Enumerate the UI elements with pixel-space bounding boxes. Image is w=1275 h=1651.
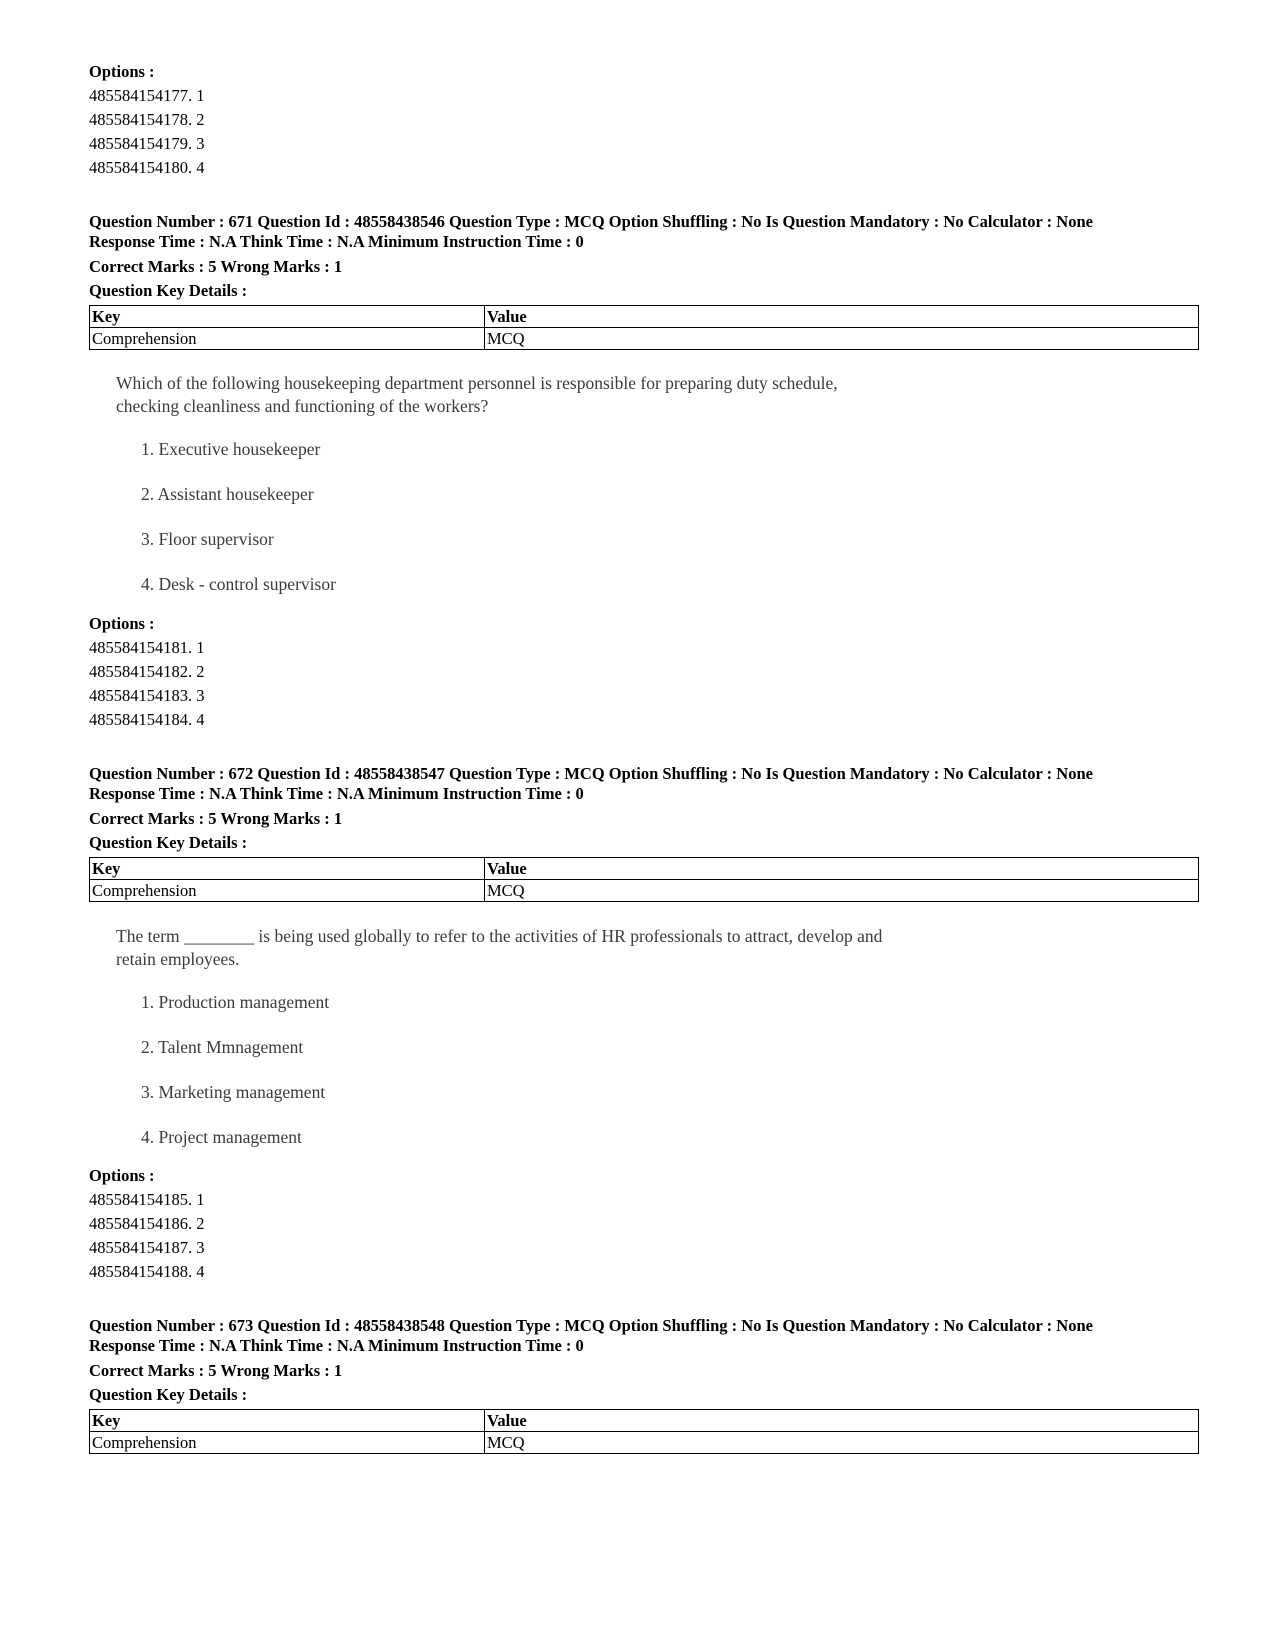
key-details-label: Question Key Details : [89, 833, 248, 852]
question-meta: Question Number : 672 Question Id : 48558438547 Question Type : MCQ Option Shuffling : No Is Question Mandatory : No Calculator : None [89, 764, 1093, 783]
table-header-row [90, 858, 1199, 880]
question-choice: 2. Talent Mmnagement [141, 1037, 304, 1057]
table-cell-value: MCQ [485, 328, 1199, 350]
question-671-options [89, 612, 1199, 732]
question-marks: Correct Marks : 5 Wrong Marks : 1 [89, 257, 343, 276]
table-row [90, 1432, 1199, 1454]
table-cell-key: Comprehension [90, 880, 485, 902]
question-marks: Correct Marks : 5 Wrong Marks : 1 [89, 1361, 343, 1380]
table-header-key: Key [90, 306, 485, 328]
question-meta-timing: Response Time : N.A Think Time : N.A Minimum Instruction Time : 0 [89, 232, 584, 251]
table-cell-value: MCQ [485, 1432, 1199, 1454]
option-item: 485584154180. 4 [89, 158, 205, 177]
table-header-value: Value [485, 306, 1199, 328]
question-671-header [89, 212, 1199, 350]
question-meta: Question Number : 671 Question Id : 48558438546 Question Type : MCQ Option Shuffling : No Is Question Mandatory : No Calculator : None [89, 212, 1093, 231]
table-row [90, 880, 1199, 902]
options-label: Options : [89, 614, 155, 633]
table-cell-key: Comprehension [90, 1432, 485, 1454]
question-meta: Question Number : 673 Question Id : 48558438548 Question Type : MCQ Option Shuffling : No Is Question Mandatory : No Calculator : None [89, 1316, 1093, 1335]
question-text: checking cleanliness and functioning of the workers? [116, 396, 489, 416]
option-item: 485584154181. 1 [89, 638, 205, 657]
question-text: Which of the following housekeeping department personnel is responsible for preparing duty schedule, [116, 373, 838, 393]
option-item: 485584154184. 4 [89, 710, 205, 729]
question-meta-timing: Response Time : N.A Think Time : N.A Minimum Instruction Time : 0 [89, 1336, 584, 1355]
table-header-value: Value [485, 1410, 1199, 1432]
question-text: retain employees. [116, 949, 240, 969]
table-row [90, 328, 1199, 350]
question-choice: 3. Floor supervisor [141, 529, 274, 549]
question-choice: 1. Production management [141, 992, 330, 1012]
table-cell-value: MCQ [485, 880, 1199, 902]
question-choice: 3. Marketing management [141, 1082, 326, 1102]
table-header-row [90, 1410, 1199, 1432]
option-item: 485584154188. 4 [89, 1262, 205, 1281]
question-text: The term ________ is being used globally to refer to the activities of HR professionals to attract, develop and [116, 926, 883, 946]
key-details-table [89, 305, 1199, 350]
question-673-header [89, 1316, 1199, 1454]
option-item: 485584154177. 1 [89, 86, 205, 105]
table-header-key: Key [90, 858, 485, 880]
question-choice: 2. Assistant housekeeper [141, 484, 314, 504]
question-choice: 4. Desk - control supervisor [141, 574, 336, 594]
key-details-label: Question Key Details : [89, 1385, 248, 1404]
question-672-image [116, 925, 1016, 1149]
key-details-label: Question Key Details : [89, 281, 248, 300]
table-header-row [90, 306, 1199, 328]
options-label: Options : [89, 62, 155, 81]
option-item: 485584154186. 2 [89, 1214, 205, 1233]
question-marks: Correct Marks : 5 Wrong Marks : 1 [89, 809, 343, 828]
option-item: 485584154185. 1 [89, 1190, 205, 1209]
question-choice: 1. Executive housekeeper [141, 439, 321, 459]
option-item: 485584154182. 2 [89, 662, 205, 681]
option-item: 485584154187. 3 [89, 1238, 205, 1257]
question-choice: 4. Project management [141, 1127, 302, 1147]
options-label: Options : [89, 1166, 155, 1185]
option-item: 485584154179. 3 [89, 134, 205, 153]
table-cell-key: Comprehension [90, 328, 485, 350]
question-671-image [116, 372, 1016, 596]
table-header-value: Value [485, 858, 1199, 880]
option-item: 485584154178. 2 [89, 110, 205, 129]
key-details-table [89, 857, 1199, 902]
question-672-options [89, 1164, 1199, 1284]
question-672-header [89, 764, 1199, 902]
option-item: 485584154183. 3 [89, 686, 205, 705]
top-options-block [89, 60, 1199, 180]
key-details-table [89, 1409, 1199, 1454]
table-header-key: Key [90, 1410, 485, 1432]
question-meta-timing: Response Time : N.A Think Time : N.A Minimum Instruction Time : 0 [89, 784, 584, 803]
